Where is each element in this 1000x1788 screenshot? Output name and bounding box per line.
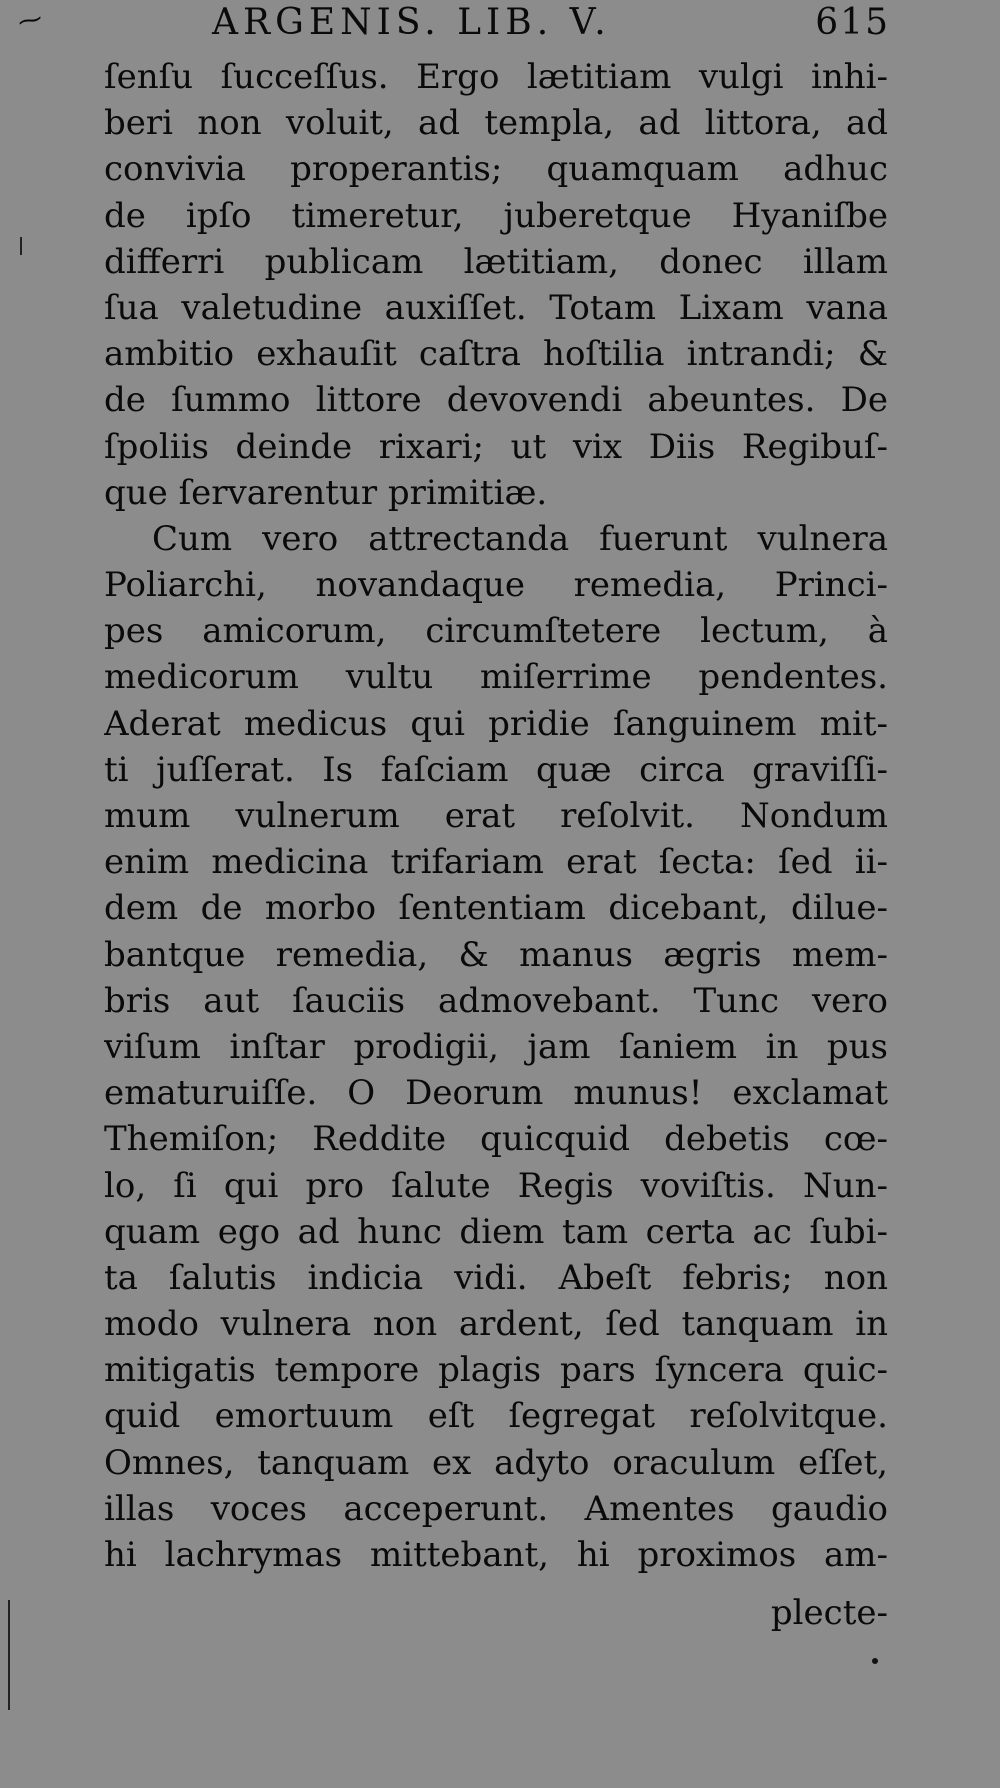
text-line: bantque remedia, & manus ægris mem-: [104, 934, 888, 975]
text-line: de ſummo littore devovendi abeuntes. De: [104, 380, 888, 421]
page-number: 615: [815, 2, 890, 43]
text-line: beri non voluit, ad templa, ad littora, ad: [104, 103, 888, 144]
text-line: viſum inſtar prodigii, jam ſaniem in pus: [104, 1026, 888, 1067]
text-line: medicorum vultu miſerrime pendentes.: [104, 657, 888, 698]
text-line: ſenſu ſucceſſus. Ergo lætitiam vulgi inhi-: [104, 57, 888, 97]
text-line: illas voces acceperunt. Amentes gaudio: [104, 1488, 888, 1529]
text-line: mitigatis tempore plagis pars ſyncera quic-: [104, 1350, 888, 1391]
text-line: convivia properantis; quamquam adhuc: [104, 149, 888, 190]
text-line: ſpoliis deinde rixari; ut vix Diis Regibuſ-: [104, 426, 888, 467]
page-edge-mark: [20, 237, 22, 255]
page-edge-line: [8, 1600, 10, 1710]
text-line: Themiſon; Reddite quicquid debetis cœ-: [104, 1119, 888, 1160]
text-line: differri publicam lætitiam, donec illam: [104, 241, 888, 282]
text-line: de ipſo timeretur, juberetque Hyaniſbe: [104, 195, 888, 236]
text-line: quid emortuum eſt ſegregat reſolvitque.: [104, 1396, 888, 1437]
text-line: Poliarchi, novandaque remedia, Princi-: [104, 565, 888, 606]
ink-mark: ⁓: [15, 3, 45, 37]
text-line: dem de morbo ſententiam dicebant, dilue-: [104, 888, 888, 929]
body-text: [104, 54, 888, 1578]
text-line: Aderat medicus qui pridie ſanguinem mit-: [104, 703, 888, 744]
catchword: plecte-: [770, 1593, 888, 1633]
text-line: mum vulnerum erat reſolvit. Nondum: [104, 796, 888, 836]
text-line: hi lachrymas mittebant, hi proximos am-: [104, 1535, 888, 1575]
paragraph-end-line: que ſervarentur primitiæ.: [104, 472, 548, 513]
text-line: ti juſſerat. Is faſciam quæ circa graviſſi-: [104, 749, 888, 790]
text-line: quam ego ad hunc diem tam certa ac ſubi-: [104, 1211, 888, 1252]
paragraph-start-line: Cum vero attrectanda fuerunt vulnera: [152, 518, 888, 559]
running-title: ARGENIS. LIB. V.: [212, 2, 611, 43]
text-line: ſua valetudine auxiſſet. Totam Lixam vana: [104, 287, 888, 328]
text-line: ta ſalutis indicia vidi. Abeſt febris; non: [104, 1257, 888, 1298]
text-line: modo vulnera non ardent, ſed tanquam in: [104, 1304, 888, 1345]
text-line: enim medicina trifariam erat ſecta: ſed ii-: [104, 842, 888, 883]
text-line: Omnes, tanquam ex adyto oraculum eſſet,: [104, 1442, 888, 1483]
ink-dot: [872, 1658, 878, 1664]
text-line: ematuruiſſe. O Deorum munus! exclamat: [104, 1073, 888, 1114]
text-line: pes amicorum, circumſtetere lectum, à: [104, 611, 888, 652]
running-header: [100, 2, 890, 50]
text-line: bris aut ſauciis admovebant. Tunc vero: [104, 980, 888, 1021]
text-line: lo, ſi qui pro ſalute Regis voviſtis. Nun-: [104, 1165, 888, 1206]
text-line: ambitio exhauſit caſtra hoſtilia intrandi; &: [104, 334, 888, 375]
